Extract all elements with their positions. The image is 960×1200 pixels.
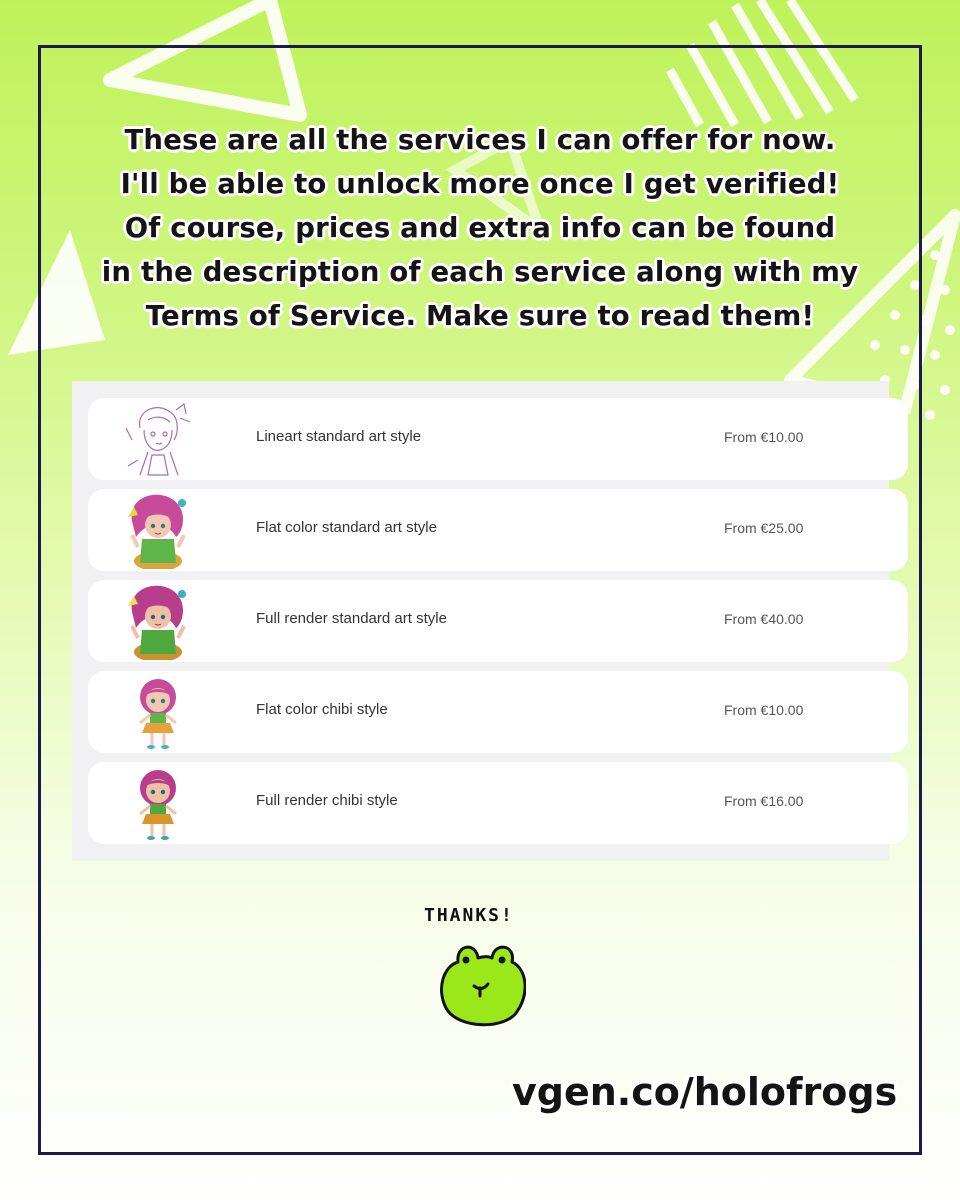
service-price: From €10.00 <box>724 429 804 445</box>
service-row-lineart-standard[interactable] <box>88 398 908 480</box>
service-price: From €10.00 <box>724 702 804 718</box>
service-row-render-standard[interactable] <box>88 580 908 662</box>
service-row-flat-standard[interactable] <box>88 489 908 571</box>
headline-line: These are all the services I can offer for now. <box>124 124 836 156</box>
service-name: Flat color chibi style <box>256 701 388 718</box>
headline-line: Terms of Service. Make sure to read them! <box>145 300 815 332</box>
services-list <box>72 381 889 861</box>
service-name: Flat color standard art style <box>256 519 437 536</box>
headline-line: Of course, prices and extra info can be found <box>124 212 836 244</box>
thanks-label: THANKS! <box>424 905 514 926</box>
full-render-girl-thumbnail <box>118 582 198 660</box>
headline-line: in the description of each service along with my <box>101 256 859 288</box>
service-price: From €16.00 <box>724 793 804 809</box>
service-price: From €40.00 <box>724 611 804 627</box>
service-name: Lineart standard art style <box>256 428 422 445</box>
lineart-girl-thumbnail <box>118 400 198 478</box>
frog-icon <box>436 938 526 1033</box>
flat-color-chibi-thumbnail <box>118 673 198 751</box>
service-row-render-chibi[interactable] <box>88 762 908 844</box>
full-render-chibi-thumbnail <box>118 764 198 842</box>
service-name: Full render chibi style <box>256 792 398 809</box>
service-name: Full render standard art style <box>256 610 447 627</box>
headline-line: I'll be able to unlock more once I get verified! <box>120 168 840 200</box>
headline <box>40 118 920 338</box>
service-price: From €25.00 <box>724 520 804 536</box>
vgen-link[interactable]: vgen.co/holofrogs <box>512 1070 898 1114</box>
flat-color-girl-thumbnail <box>118 491 198 569</box>
service-row-flat-chibi[interactable] <box>88 671 908 753</box>
